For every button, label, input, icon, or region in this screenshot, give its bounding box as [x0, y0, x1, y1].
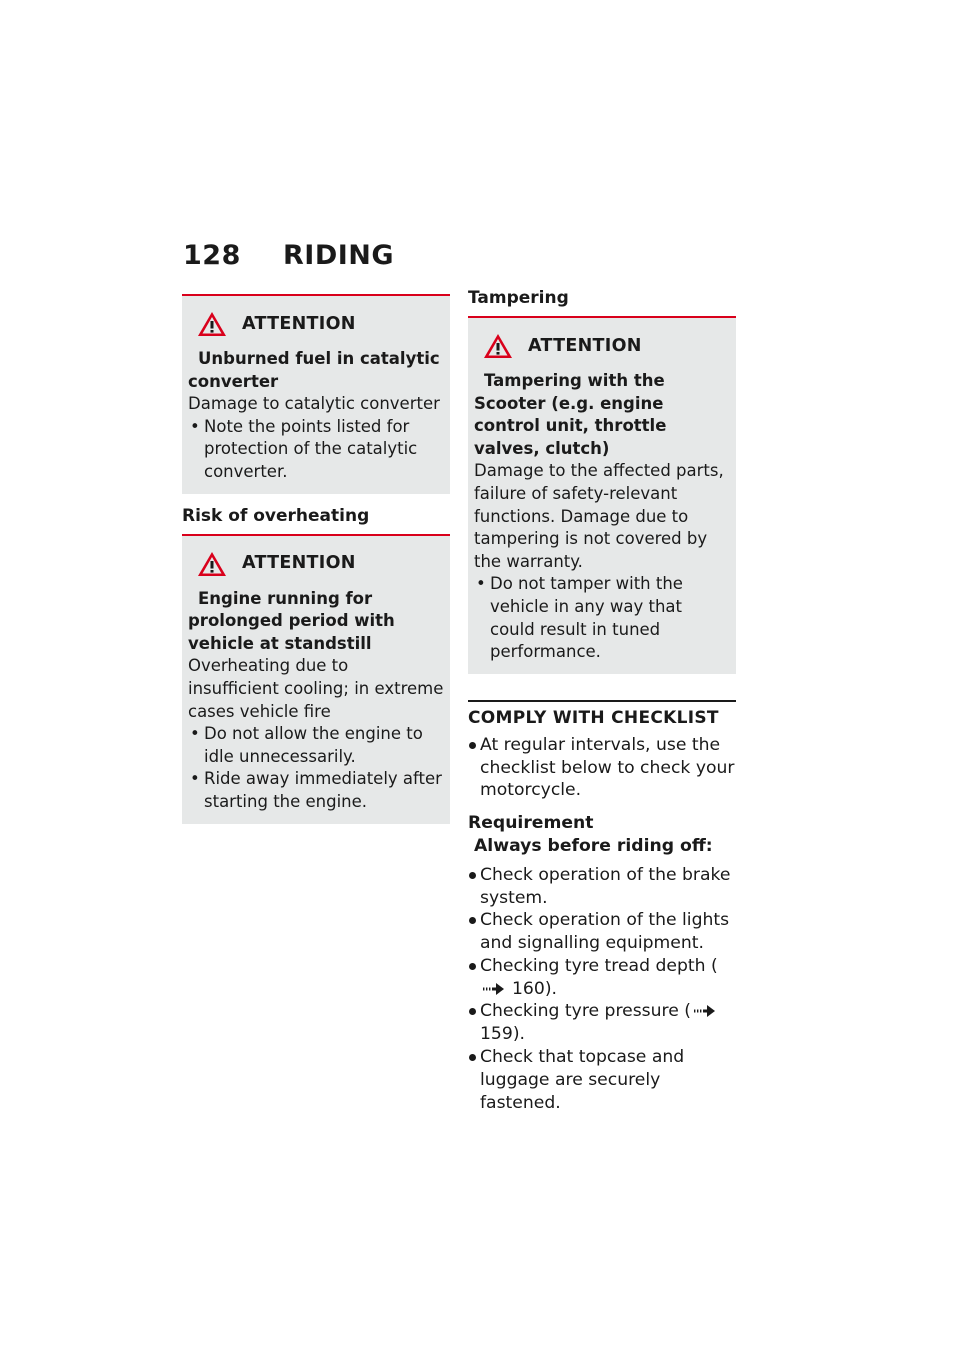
warning-triangle-icon [196, 310, 228, 338]
list-item [468, 955, 736, 1001]
list-item: • Note the points listed for protection of the catalytic converter. [188, 416, 444, 484]
right-column [468, 288, 736, 1114]
page-title: RIDING [283, 240, 395, 271]
requirement-value: Always before riding off: [474, 835, 713, 856]
attention-header [482, 332, 730, 360]
left-column [182, 294, 450, 824]
attention-text: Damage to catalytic converter [188, 394, 440, 414]
attention-title: Unburned fuel in catalytic converter [188, 349, 440, 391]
requirement-label: Requirement [468, 813, 594, 834]
attention-label: ATTENTION [528, 335, 642, 356]
list-item: • Do not allow the engine to idle unnecessarily. [188, 723, 444, 768]
heading-tampering: Tampering [468, 288, 569, 308]
list-item: Check operation of the lights and signalling equipment. [468, 909, 736, 955]
attention-header [196, 310, 444, 338]
item-text-tail: ). [544, 978, 557, 999]
page-reference-arrow-icon [482, 982, 508, 996]
list-item: • Ride away immediately after starting the engine. [188, 768, 444, 813]
attention-label: ATTENTION [242, 553, 356, 574]
attention-title: Tampering with the Scooter (e.g. engine control unit, throttle valves, clutch) [474, 371, 667, 458]
attention-box-catalytic [182, 294, 450, 494]
warning-triangle-icon [482, 332, 514, 360]
list-item: Check operation of the brake system. [468, 864, 736, 910]
section-heading-checklist: COMPLY WITH CHECKLIST [468, 700, 736, 728]
attention-header [196, 550, 444, 578]
checklist-body [468, 734, 736, 1115]
list-item [468, 1000, 736, 1046]
attention-title: Engine running for prolonged period with vehicle at standstill [188, 588, 395, 653]
heading-risk-of-overheating: Risk of overheating [182, 505, 370, 526]
list-item: Check that topcase and luggage are securely fastened. [468, 1046, 736, 1114]
intro-list [468, 734, 736, 802]
item-text: Checking tyre pressure ( [480, 1001, 691, 1022]
page-reference-arrow-icon [693, 1004, 719, 1018]
attention-text: Overheating due to insufficient cooling; in extreme cases vehicle fire [188, 656, 444, 721]
attention-bullets [188, 416, 444, 484]
item-text: Checking tyre tread depth ( [480, 955, 718, 976]
attention-label: ATTENTION [242, 313, 356, 334]
attention-bullets [474, 573, 730, 663]
page-number: 128 [183, 240, 241, 271]
attention-box-overheating [182, 534, 450, 824]
list-item: • Do not tamper with the vehicle in any way that could result in tuned performance. [474, 573, 730, 663]
attention-bullets [188, 723, 444, 813]
warning-triangle-icon [196, 550, 228, 578]
attention-text: Damage to the affected parts, failure of safety-relevant functions. Damage due to tampering is not covered by the warranty. [474, 461, 724, 571]
attention-box-tampering [468, 316, 736, 674]
page-reference-link[interactable]: 159 [480, 1024, 513, 1045]
page-reference-link[interactable]: 160 [512, 978, 545, 999]
item-text-tail: ). [512, 1024, 525, 1045]
checklist-items [468, 864, 736, 1115]
list-item: At regular intervals, use the checklist below to check your motorcycle. [468, 734, 736, 802]
page-header [183, 240, 394, 271]
